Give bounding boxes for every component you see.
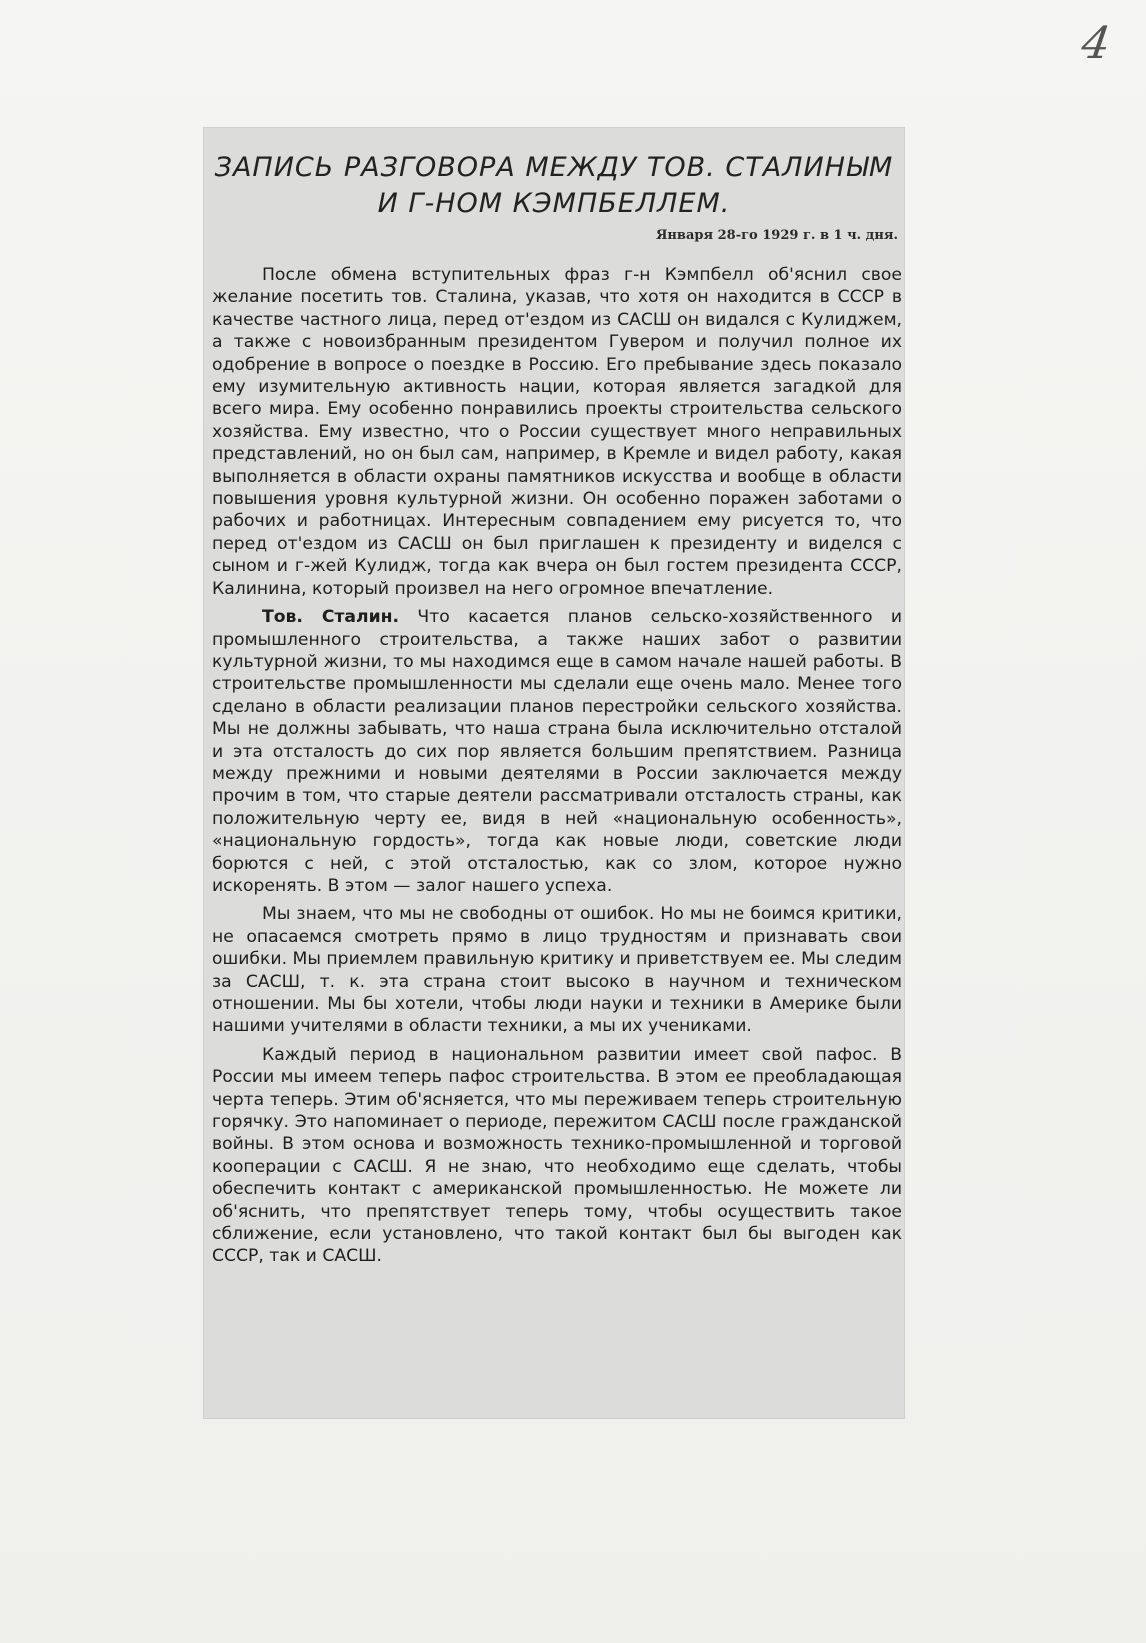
paragraph-3: Мы знаем, что мы не свободны от ошибок. Но мы не боимся критики, не опасаемся смотреть прямо в лицо трудностям и признавать свои ошибки. Мы приемлем правильную критику и приветствуем ее. Мы следим за САСШ, т. к. эта страна стоит высоко в научном и техническом отношении. Мы бы хотели, чтобы люди науки и техники в Америке были нашими учителями в области техники, а мы их учениками. — [212, 904, 902, 1037]
document-body — [212, 264, 902, 1274]
document-title — [204, 150, 904, 222]
paragraph-2 — [212, 606, 902, 897]
dateline: Января 28-го 1929 г. в 1 ч. дня. — [655, 228, 898, 243]
handwritten-page-number: 4 — [1078, 18, 1114, 69]
paragraph-2-text: Что касается планов сельско-хозяйственного и промышленного строительства, а также наших забот о развитии культурной жизни, то мы находимся еще в самом начале нашей работы. В строительстве промышленности мы сделали еще очень мало. Менее того сделано в области реализации планов перестройки сельского хозяйства. Мы не должны забывать, что наша страна была исключительно отсталой и эта отсталость до сих пор является большим препятствием. Разница между прежними и новыми деятелями в России заключается между прочим в том, что старые деятели рассматривали отсталость страны, как положительную черту ее, видя в ней «национальную особенность», «национальную гордость», тогда как новые люди, советские люди борются с ней, с этой отсталостью, как со злом, которое нужно искоренять. В этом — залог нашего успеха. — [212, 607, 902, 896]
speaker-label: Тов. Сталин. — [262, 607, 400, 628]
newspaper-clipping — [204, 128, 904, 1418]
paragraph-4: Каждый период в национальном развитии имеет свой пафос. В России мы имеем теперь пафос строительства. В этом ее преобладающая черта теперь. Этим об'ясняется, что мы переживаем теперь строительную горячку. Это напоминает о периоде, пережитом САСШ после гражданской войны. В этом основа и возможность технико-промышленной и торговой кооперации с САСШ. Я не знаю, что необходимо еще сделать, чтобы обеспечить контакт с американской промышленностью. Не можете ли об'яснить, что препятствует теперь тому, чтобы осуществить такое сближение, если установлено, что такой контакт был бы выгоден как СССР, так и САСШ. — [212, 1044, 902, 1267]
title-line-1: ЗАПИСЬ РАЗГОВОРА МЕЖДУ ТОВ. СТАЛИНЫМ — [214, 152, 894, 183]
title-line-2: И Г-НОМ КЭМПБЕЛЛЕМ. — [377, 188, 731, 219]
paragraph-1: После обмена вступительных фраз г-н Кэмпбелл об'яснил свое желание посетить тов. Сталина, указав, что хотя он находится в СССР в качестве частного лица, перед от'ездом из САСШ он видался с Кулиджем, а также с новоизбранным президентом Гувером и получил полное их одобрение в вопросе о поездке в Россию. Его пребывание здесь показало ему изумительную активность нации, которая является загадкой для всего мира. Ему особенно понравились проекты строительства сельского хозяйства. Ему известно, что о России существует много неправильных представлений, но он был сам, например, в Кремле и видел работу, какая выполняется в области охраны памятников искусства и вообще в области повышения уровня культурной жизни. Он особенно поражен заботами о рабочих и работницах. Интересным совпадением ему рисуется то, что перед от'ездом из САСШ он был приглашен к президенту и виделся с сыном и г-жей Кулидж, тогда как вчера он был гостем президента СССР, Калинина, который произвел на него огромное впечатление. — [212, 265, 902, 599]
